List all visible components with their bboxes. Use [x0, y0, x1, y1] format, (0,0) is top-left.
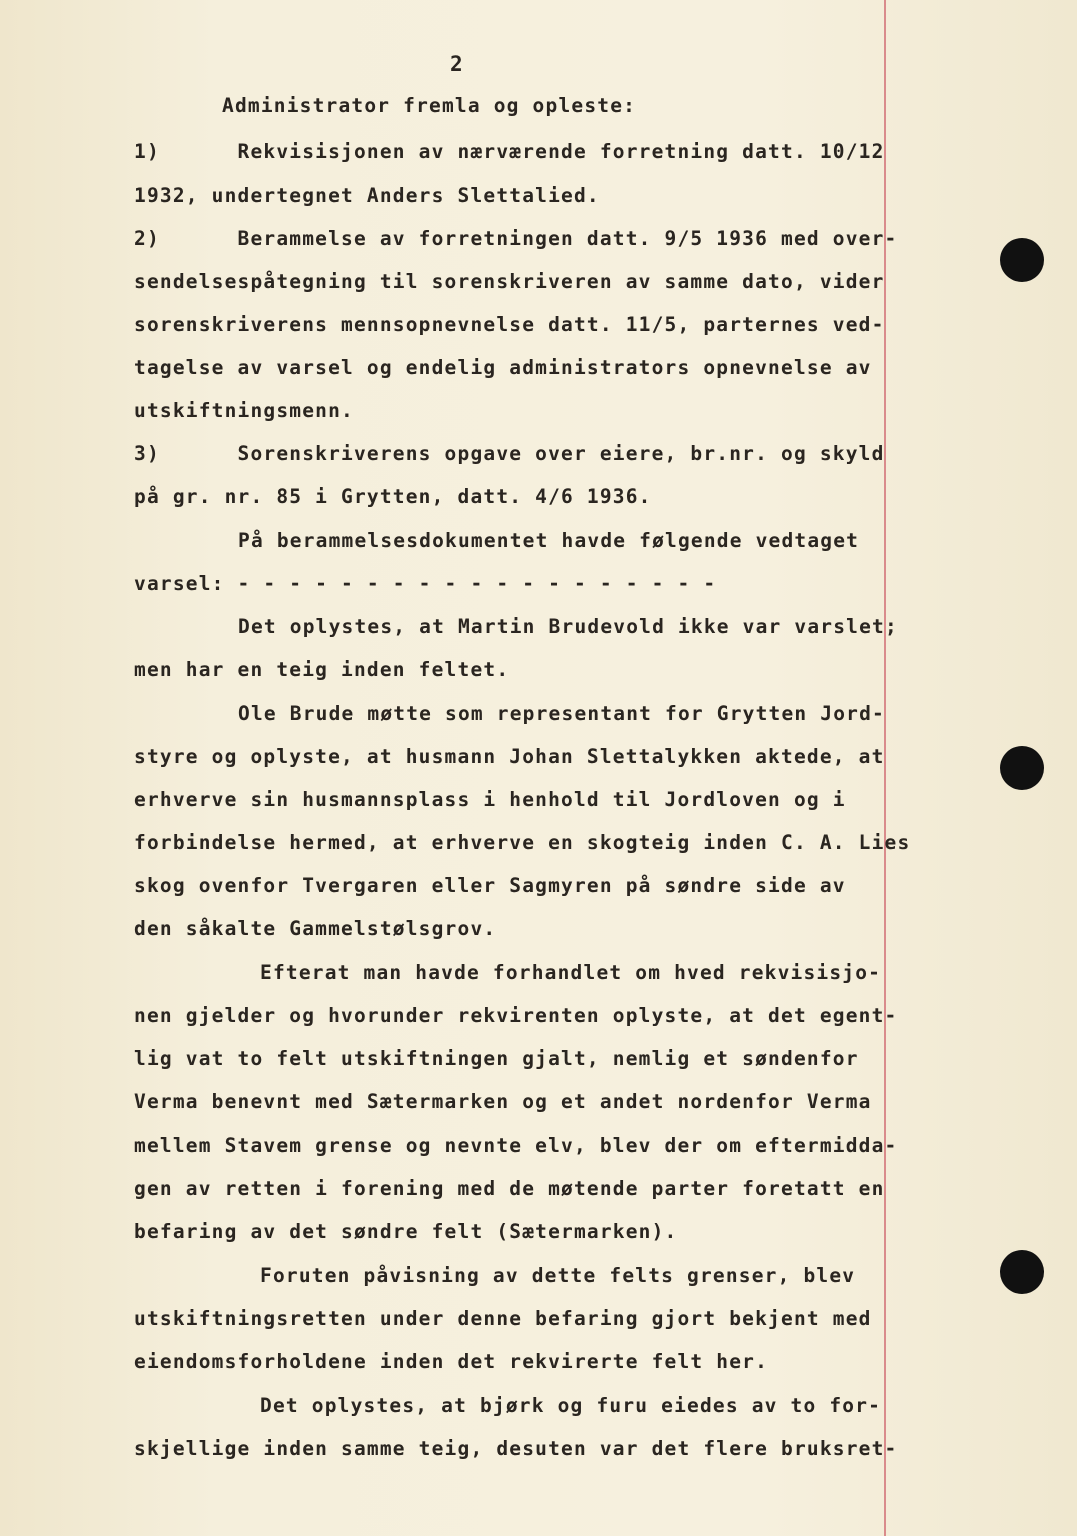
text-line: skjellige inden samme teig, desuten var det flere bruksret-: [134, 1437, 898, 1460]
punch-hole-bottom: [1000, 1250, 1044, 1294]
text-line: sendelsespåtegning til sorenskriveren av samme dato, vider: [134, 270, 885, 293]
text-line: 3) Sorenskriverens opgave over eiere, br.nr. og skyld: [134, 442, 885, 465]
text-line: den såkalte Gammelstølsgrov.: [134, 917, 497, 940]
text-line: lig vat to felt utskiftningen gjalt, nemlig et søndenfor: [134, 1047, 859, 1070]
text-line: utskiftningsretten under denne befaring gjort bekjent med: [134, 1307, 872, 1330]
text-line: på gr. nr. 85 i Grytten, datt. 4/6 1936.: [134, 485, 652, 508]
text-line: Foruten påvisning av dette felts grenser, blev: [260, 1264, 856, 1287]
text-line: men har en teig inden feltet.: [134, 658, 510, 681]
text-line: skog ovenfor Tvergaren eller Sagmyren på søndre side av: [134, 874, 846, 897]
text-line: 1) Rekvisisjonen av nærværende forretning datt. 10/12: [134, 140, 885, 163]
text-line: nen gjelder og hvorunder rekvirenten oplyste, at det egent-: [134, 1004, 898, 1027]
text-line: 1932, undertegnet Anders Slettalied.: [134, 184, 600, 207]
punch-hole-middle: [1000, 746, 1044, 790]
text-line: forbindelse hermed, at erhverve en skogteig inden C. A. Lies: [134, 831, 911, 854]
text-line: sorenskriverens mennsopnevnelse datt. 11/5, parternes ved-: [134, 313, 885, 336]
text-line: eiendomsforholdene inden det rekvirerte felt her.: [134, 1350, 769, 1373]
text-line: varsel: - - - - - - - - - - - - - - - - - - -: [134, 572, 717, 595]
text-line: Det oplystes, at bjørk og furu eiedes av to for-: [260, 1394, 882, 1417]
text-line: tagelse av varsel og endelig administrators opnevnelse av: [134, 356, 872, 379]
text-line: Administrator fremla og opleste:: [222, 94, 637, 117]
text-line: befaring av det søndre felt (Sætermarken).: [134, 1220, 678, 1243]
text-line: utskiftningsmenn.: [134, 399, 354, 422]
text-line: gen av retten i forening med de møtende parter foretatt en: [134, 1177, 885, 1200]
text-line: styre og oplyste, at husmann Johan Slettalykken aktede, at: [134, 745, 885, 768]
text-line: På berammelsesdokumentet havde følgende vedtaget: [238, 529, 860, 552]
text-line: 2) Berammelse av forretningen datt. 9/5 1936 med over-: [134, 227, 898, 250]
text-line: erhverve sin husmannsplass i henhold til Jordloven og i: [134, 788, 846, 811]
punch-hole-top: [1000, 238, 1044, 282]
text-line: Det oplystes, at Martin Brudevold ikke var varslet;: [238, 615, 898, 638]
text-line: Efterat man havde forhandlet om hved rekvisisjo-: [260, 961, 882, 984]
page-number: 2: [450, 52, 463, 76]
text-line: Verma benevnt med Sætermarken og et andet nordenfor Verma: [134, 1090, 872, 1113]
text-line: mellem Stavem grense og nevnte elv, blev der om eftermidda-: [134, 1134, 898, 1157]
text-line: Ole Brude møtte som representant for Grytten Jord-: [238, 702, 885, 725]
